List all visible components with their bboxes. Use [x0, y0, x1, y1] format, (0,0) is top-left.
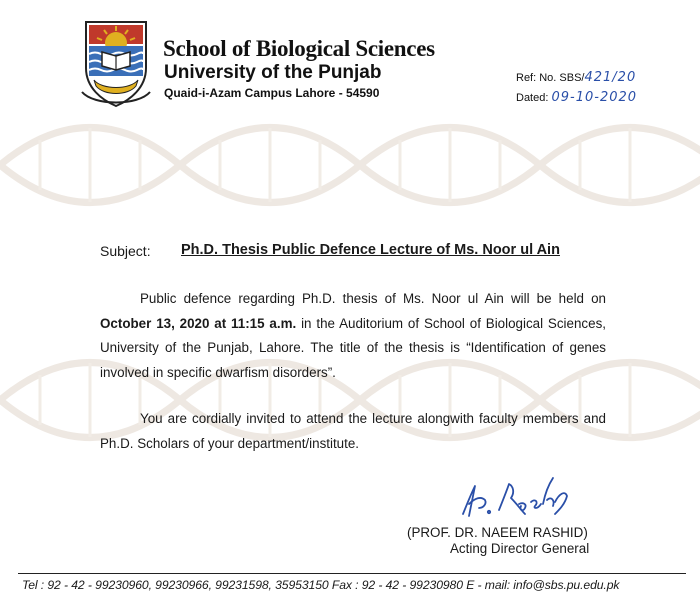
org-name: School of Biological Sciences: [163, 36, 435, 61]
subject-label: Subject:: [100, 243, 151, 259]
university-name: University of the Punjab: [164, 62, 382, 83]
p1-datetime: October 13, 2020 at 11:15 a.m.: [100, 315, 297, 331]
body-paragraph-2: [100, 407, 606, 456]
ref-label: Ref: No. SBS/: [516, 72, 585, 84]
date-label: Dated:: [516, 92, 549, 104]
university-crest-icon: [80, 16, 152, 108]
ref-line: [516, 70, 637, 90]
reference-block: [516, 70, 637, 110]
date-value: 09-10-2020: [551, 90, 638, 105]
p1-rest: in the Auditorium of School of Biological Sciences, University of the Punjab, Lahore. The title of the thesis is “Identification of genes involved in specific dwarfism disorders”.: [100, 315, 606, 380]
footer-divider: [18, 573, 686, 574]
subject-text: Ph.D. Thesis Public Defence Lecture of Ms. Noor ul Ain: [181, 242, 560, 258]
ref-number: 421/20: [584, 70, 637, 85]
footer-contact: Tel : 92 - 42 - 99230960, 99230966, 99231598, 35953150 Fax : 92 - 42 - 99230980 E - mail: info@sbs.pu.edu.pk: [22, 578, 620, 592]
signatory-title: Acting Director General: [450, 541, 590, 556]
date-line: [516, 90, 637, 110]
p2-text: You are cordially invited to attend the lecture alongwith faculty members and Ph.D. Scholars of your department/institute.: [100, 411, 606, 451]
signatory-name: (PROF. DR. NAEEM RASHID): [407, 525, 588, 540]
handwritten-signature-icon: [455, 474, 575, 522]
campus-address: Quaid-i-Azam Campus Lahore - 54590: [164, 86, 380, 100]
p1-intro: Public defence regarding Ph.D. thesis of Ms. Noor ul Ain will be held on: [140, 291, 606, 306]
body-paragraph-1: [100, 287, 606, 385]
